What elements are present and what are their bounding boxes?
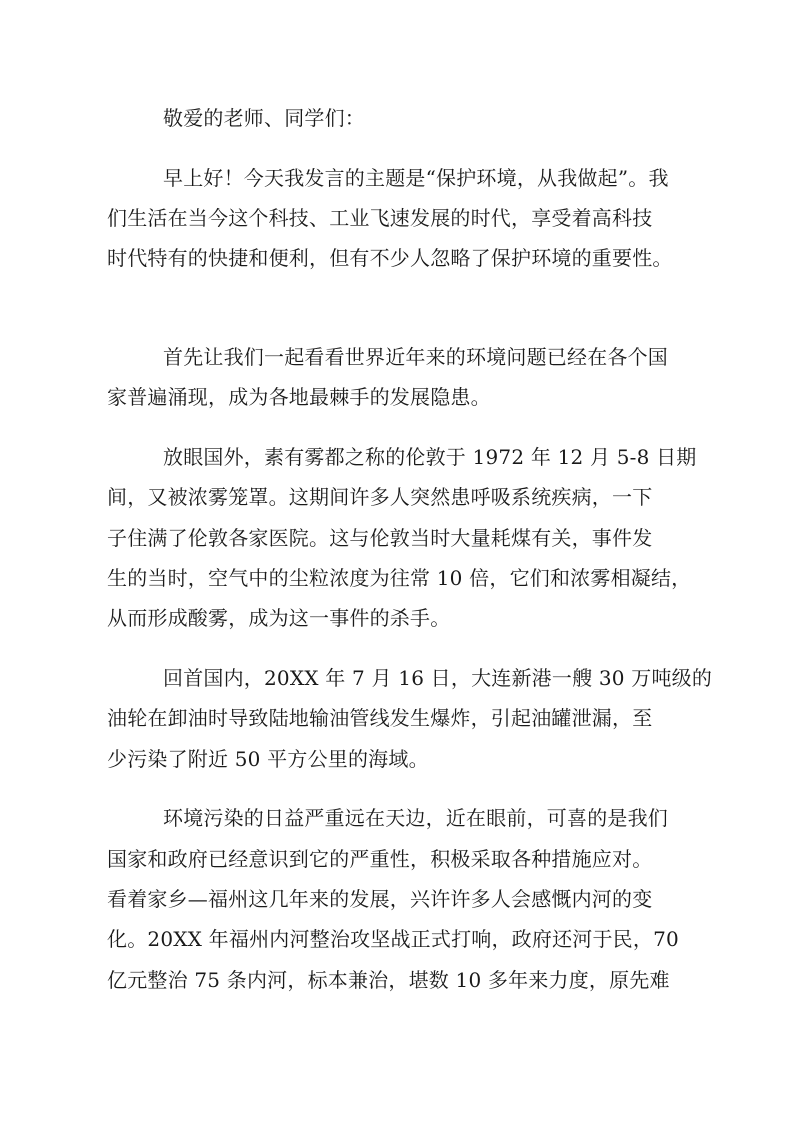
paragraph-3-line-4: 生的当时，空气中的尘粒浓度为往常 10 倍，它们和浓雾相凝结，	[107, 566, 692, 590]
paragraph-5-line-1: 环境污染的日益严重远在天边，近在眼前，可喜的是我们	[163, 806, 668, 830]
paragraph-3-line-3: 子住满了伦敦各家医院。这与伦敦当时大量耗煤有关，事件发	[107, 526, 653, 550]
paragraph-1-line-1: 早上好！今天我发言的主题是“保护环境，从我做起”。我	[163, 166, 669, 190]
paragraph-1-line-2: 们生活在当今这个科技、工业飞速发展的时代，享受着高科技	[107, 206, 653, 230]
paragraph-5-line-4: 化。20XX 年福州内河整治攻坚战正式打响，政府还河于民，70	[107, 927, 679, 951]
paragraph-3-line-5: 从而形成酸雾，成为这一事件的杀手。	[107, 606, 451, 630]
paragraph-3-line-2: 间，又被浓雾笼罩。这期间许多人突然患呼吸系统疾病，一下	[107, 485, 653, 509]
greeting: 敬爱的老师、同学们：	[163, 106, 365, 130]
paragraph-2-line-2: 家普遍涌现，成为各地最棘手的发展隐患。	[107, 385, 491, 409]
paragraph-4-line-3: 少污染了附近 50 平方公里的海域。	[107, 747, 429, 771]
paragraph-3-line-1: 放眼国外，素有雾都之称的伦敦于 1972 年 12 月 5-8 日期	[163, 445, 697, 469]
paragraph-5-line-3: 看着家乡—福州这几年来的发展，兴许许多人会感慨内河的变	[107, 887, 653, 911]
paragraph-5-line-2: 国家和政府已经意识到它的严重性，积极采取各种措施应对。	[107, 847, 653, 871]
paragraph-5-line-5: 亿元整治 75 条内河，标本兼治，堪数 10 多年来力度，原先难	[107, 968, 670, 992]
paragraph-4-line-2: 油轮在卸油时导致陆地输油管线发生爆炸，引起油罐泄漏，至	[107, 706, 653, 730]
paragraph-4-line-1: 回首国内，20XX 年 7 月 16 日，大连新港一艘 30 万吨级的	[163, 666, 713, 690]
paragraph-2-line-1: 首先让我们一起看看世界近年来的环境问题已经在各个国	[163, 345, 668, 369]
paragraph-1-line-3: 时代特有的快捷和便利，但有不少人忽略了保护环境的重要性。	[107, 246, 673, 270]
